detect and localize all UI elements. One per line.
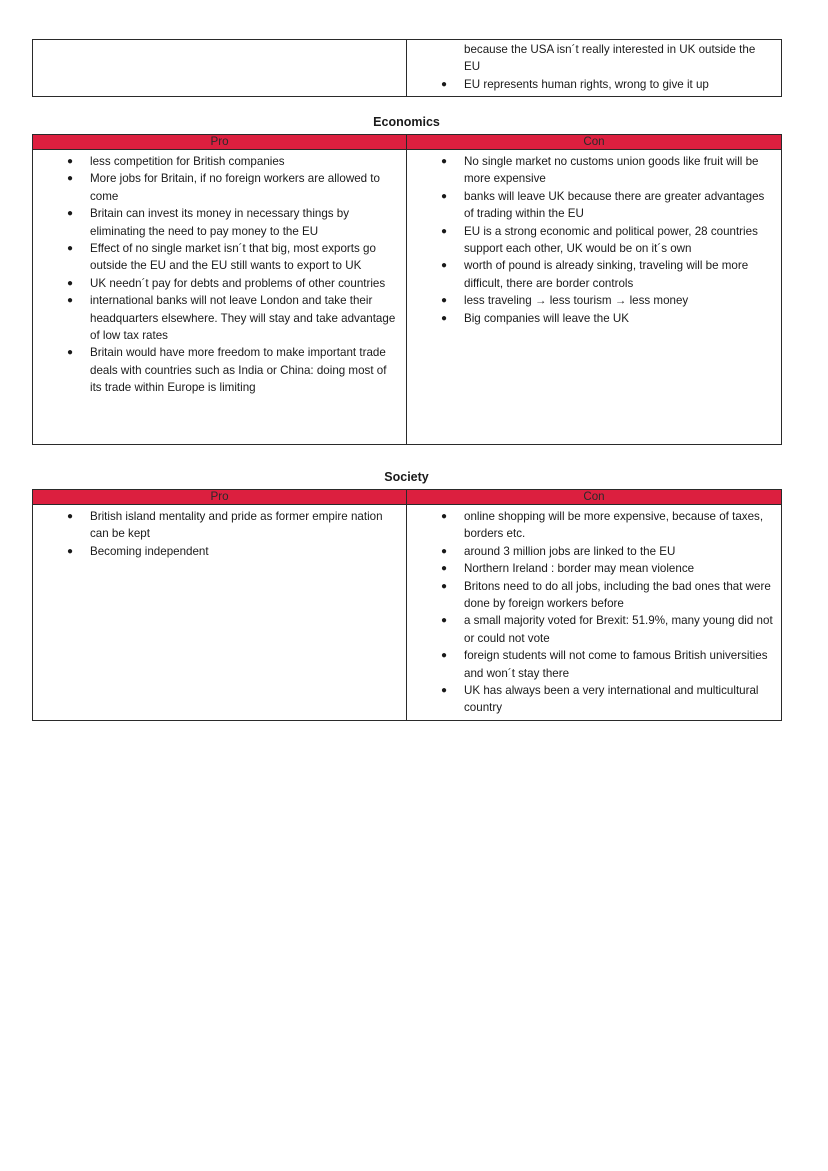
list-item: ● EU is a strong economic and political power, 28 countries support each other, UK would be on it´s own xyxy=(407,223,773,258)
pro-header: Pro xyxy=(33,490,407,505)
list-item: ● online shopping will be more expensive, because of taxes, borders etc. xyxy=(407,508,773,543)
bullet-dot-icon: ● xyxy=(440,685,448,697)
section-title-society: Society xyxy=(384,470,429,484)
list-item: ● less competition for British companies xyxy=(33,153,398,170)
bullet-dot-icon: ● xyxy=(66,173,74,185)
bullet-dot-icon: ● xyxy=(440,225,448,237)
list-item: ● worth of pound is already sinking, traveling will be more difficult, there are border controls xyxy=(407,257,773,292)
list-item: ● Britons need to do all jobs, including the bad ones that were done by foreign workers before xyxy=(407,578,773,613)
list-item: ● banks will leave UK because there are greater advantages of trading within the EU xyxy=(407,188,773,223)
list-item: ● UK needn´t pay for debts and problems of other countries xyxy=(33,275,398,292)
economics-table xyxy=(32,134,782,445)
bullet-dot-icon: ● xyxy=(440,650,448,662)
bullet-dot-icon: ● xyxy=(440,190,448,202)
list-item: ● foreign students will not come to famous British universities and won´t stay there xyxy=(407,647,773,682)
bullet-dot-icon: ● xyxy=(66,511,74,522)
bullet-dot-icon: ● xyxy=(440,156,448,167)
society-pro-cell xyxy=(33,505,407,721)
con-header: Con xyxy=(407,490,782,505)
bullet-dot-icon: ● xyxy=(66,545,74,557)
list-item: ● Effect of no single market isn´t that big, most exports go outside the EU and the EU still wants to export to UK xyxy=(33,240,398,275)
list-item: ● Northern Ireland : border may mean violence xyxy=(407,560,773,577)
list-item: ● British island mentality and pride as former empire nation can be kept xyxy=(33,508,398,543)
list-item: ● No single market no customs union goods like fruit will be more expensive xyxy=(407,153,773,188)
bullet-dot-icon: ● xyxy=(440,295,448,307)
bullet-dot-icon: ● xyxy=(66,277,74,289)
list-item: ● Becoming independent xyxy=(33,543,398,560)
section-title-economics: Economics xyxy=(373,115,440,129)
list-item: ● EU represents human rights, wrong to give it up xyxy=(407,76,773,93)
list-item: ● More jobs for Britain, if no foreign workers are allowed to come xyxy=(33,170,398,205)
bullet-dot-icon: ● xyxy=(66,243,74,255)
bullet-dot-icon: ● xyxy=(440,545,448,557)
bullet-dot-icon: ● xyxy=(440,580,448,592)
list-item: ● around 3 million jobs are linked to the EU xyxy=(407,543,773,560)
list-item: ● Britain can invest its money in necessary things by eliminating the need to pay money to the EU xyxy=(33,205,398,240)
list-item: ● a small majority voted for Brexit: 51.9%, many young did not or could not vote xyxy=(407,612,773,647)
list-item: ● UK has always been a very international and multicultural country xyxy=(407,682,773,717)
list-item: ● less traveling → less tourism → less money xyxy=(407,292,773,309)
list-item: because the USA isn´t really interested in UK outside the EU xyxy=(464,43,756,74)
bullet-dot-icon: ● xyxy=(66,347,74,359)
bullet-dot-icon: ● xyxy=(440,78,448,90)
bullet-dot-icon: ● xyxy=(440,615,448,627)
list-item: ● international banks will not leave London and take their headquarters elsewhere. They will stay and take advantage of low tax rates xyxy=(33,292,398,344)
continuation-left-cell xyxy=(33,40,407,97)
society-con-cell xyxy=(407,505,782,721)
bullet-dot-icon: ● xyxy=(66,156,74,167)
bullet-dot-icon: ● xyxy=(66,295,74,307)
continuation-right-cell xyxy=(407,40,782,97)
bullet-dot-icon: ● xyxy=(440,260,448,272)
economics-con-cell xyxy=(407,150,782,445)
bullet-dot-icon: ● xyxy=(66,208,74,220)
bullet-dot-icon: ● xyxy=(440,312,448,324)
pro-header: Pro xyxy=(33,135,407,150)
economics-pro-cell xyxy=(33,150,407,445)
continuation-table xyxy=(32,39,782,97)
society-table xyxy=(32,489,782,721)
bullet-dot-icon: ● xyxy=(440,563,448,575)
list-item: ● Big companies will leave the UK xyxy=(407,310,773,327)
con-header: Con xyxy=(407,135,782,150)
list-item: ● Britain would have more freedom to make important trade deals with countries such as India or China: doing most of its trade within Europe is limiting xyxy=(33,344,398,396)
bullet-dot-icon: ● xyxy=(440,511,448,522)
